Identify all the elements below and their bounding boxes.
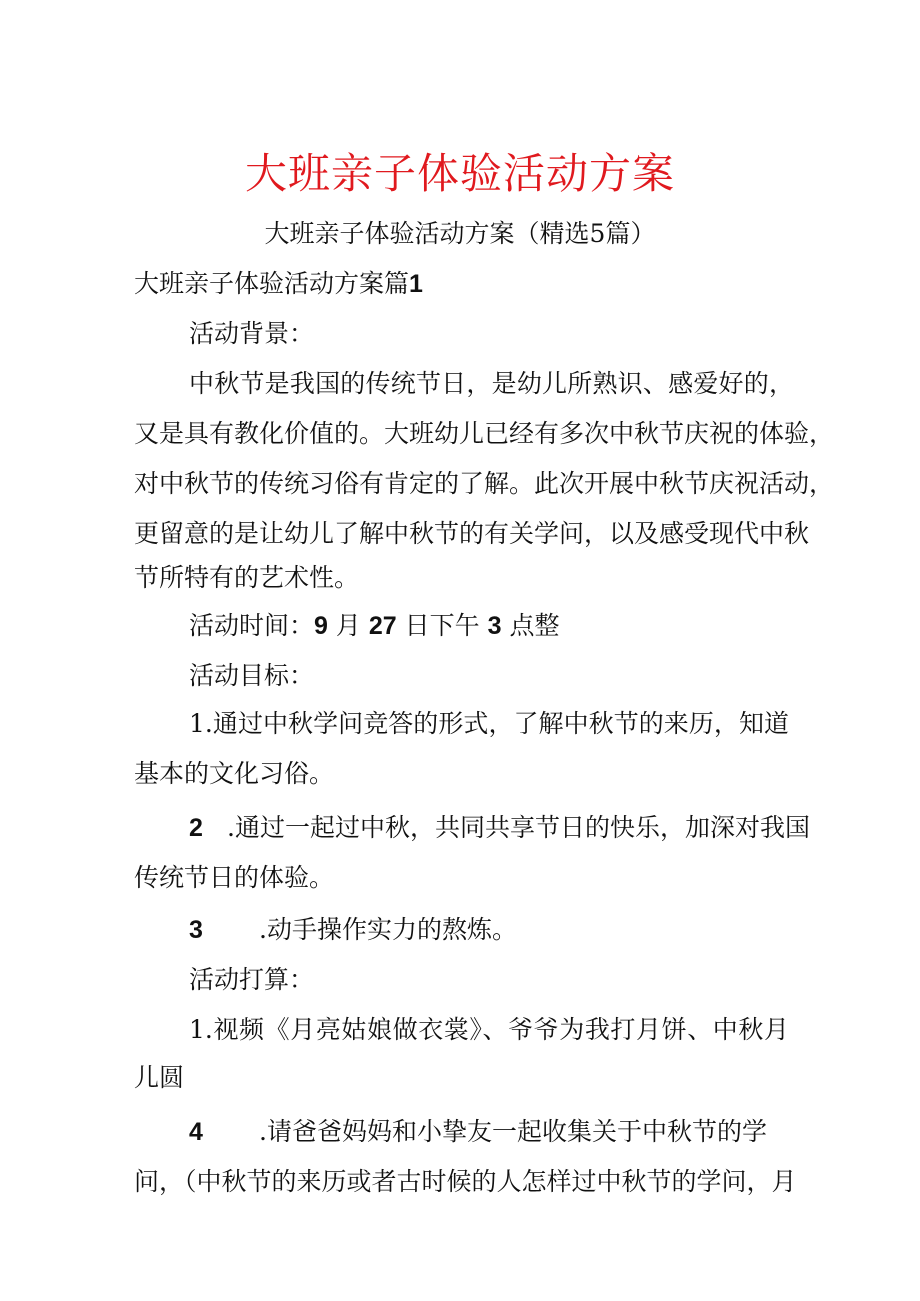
plan-1-line: 1.视频《月亮姑娘做衣裳》、爷爷为我打月饼、中秋月 <box>189 1015 789 1044</box>
background-paragraph-line: 又是具有教化价值的。大班幼儿已经有多次中秋节庆祝的体验， <box>134 419 835 448</box>
goal-1-line: 基本的文化习俗。 <box>134 759 335 788</box>
plan-1-line: 儿圆 <box>134 1063 185 1092</box>
time-month-unit: 月 <box>335 611 361 640</box>
time-hour-unit: 点整 <box>509 611 560 640</box>
section-heading <box>134 264 794 304</box>
goal-2-line <box>189 808 810 848</box>
background-paragraph-line: 更留意的是让幼儿了解中秋节的有关学问，以及感受现代中秋 <box>134 519 810 548</box>
background-paragraph-line: 对中秋节的传统习俗有肯定的了解。此次开展中秋节庆祝活动， <box>134 469 835 498</box>
goal-1-line: 1.通过中秋学问竞答的形式，了解中秋节的来历，知道 <box>189 709 789 738</box>
goal-3-line <box>189 910 849 950</box>
goal-label: 活动目标： <box>189 661 315 690</box>
goal-3-number: 3 <box>189 916 203 944</box>
plan-4-number: 4 <box>189 1118 203 1146</box>
document-subtitle: 大班亲子体验活动方案（精选5篇） <box>264 219 656 248</box>
background-paragraph-line: 节所特有的艺术性。 <box>134 563 360 592</box>
time-label: 活动时间： <box>189 611 315 640</box>
section-heading-text: 大班亲子体验活动方案篇 <box>134 269 410 298</box>
goal-2-line: 传统节日的体验。 <box>134 863 335 892</box>
plan-label: 活动打算： <box>189 965 315 994</box>
time-hour: 3 <box>487 612 502 640</box>
time-day-unit: 日下午 <box>404 611 480 640</box>
time-day: 27 <box>368 612 397 640</box>
time-month: 9 <box>314 612 328 640</box>
section-heading-number: 1 <box>409 270 423 298</box>
background-label: 活动背景： <box>189 319 315 348</box>
plan-4-text: .请爸爸妈妈和小挚友一起收集关于中秋节的学 <box>259 1117 767 1146</box>
activity-time <box>189 606 849 646</box>
background-paragraph-line: 中秋节是我国的传统节日，是幼儿所熟识、感爱好的， <box>189 369 794 398</box>
document-title: 大班亲子体验活动方案 <box>244 149 675 198</box>
plan-4-line: 问，（中秋节的来历或者古时候的人怎样过中秋节的学问，月 <box>134 1167 797 1196</box>
goal-2-text: .通过一起过中秋，共同共享节日的快乐，加深对我国 <box>227 813 810 842</box>
goal-2-number: 2 <box>189 814 203 842</box>
goal-3-text: .动手操作实力的熬炼。 <box>259 915 517 944</box>
plan-4-line <box>189 1112 849 1152</box>
